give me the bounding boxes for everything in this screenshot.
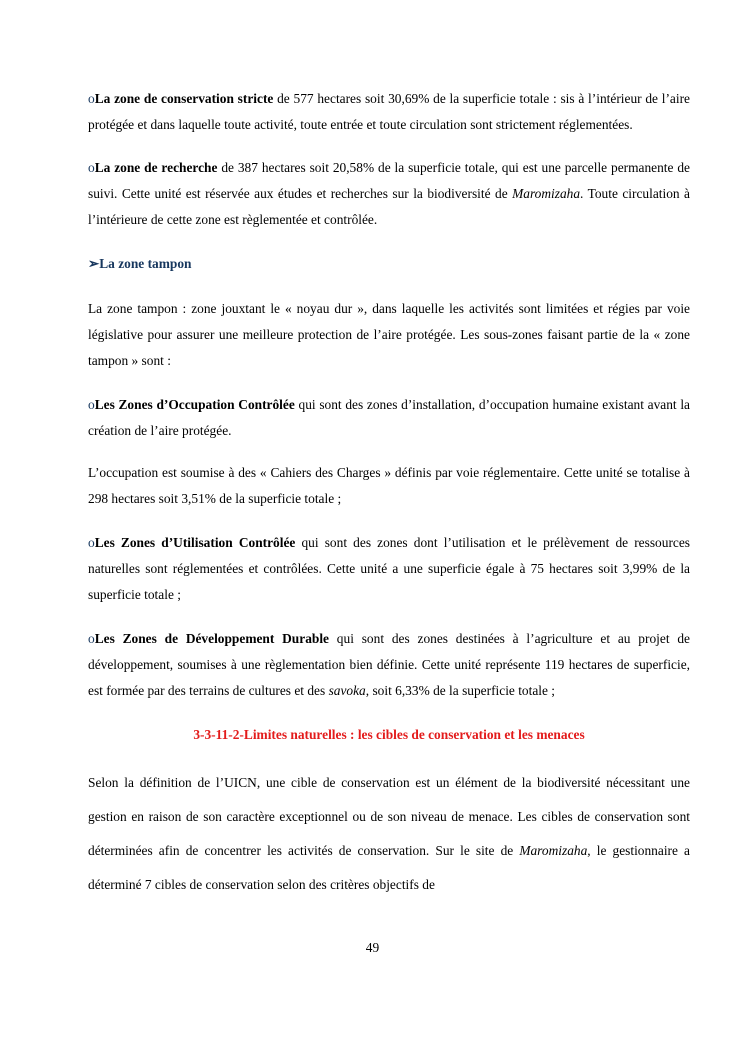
paragraph-zones-developpement bbox=[88, 626, 690, 704]
heading-zone-tampon bbox=[88, 251, 690, 277]
bullet-marker: o bbox=[88, 397, 95, 412]
term-savoka: savoka bbox=[328, 683, 366, 698]
paragraph-cibles-conservation bbox=[88, 766, 690, 902]
paragraph-text: , soit 6,33% de la superficie totale ; bbox=[365, 683, 556, 698]
paragraph-text: qui sont des zones destinées à l’agriculture et au projet de développement, soumises à une règlementation bien définie. Cette unité représente 119 hectares de superficie, est formée par des terrains de cultures et des bbox=[88, 631, 690, 698]
bullet-marker: o bbox=[88, 631, 95, 646]
paragraph-text: Selon la définition de l’UICN, une cible de conservation est un élément de la biodiversité nécessitant une gestion en raison de son caractère exceptionnel ou de son niveau de menace. Les cibles de conservation sont déterminées afin de concentrer les activités de conservation. Sur le site de bbox=[88, 775, 690, 858]
bullet-marker: o bbox=[88, 535, 95, 550]
paragraph-occupation-cahiers bbox=[88, 460, 690, 512]
paragraph-zones-occupation bbox=[88, 392, 690, 444]
heading-label: La zone tampon bbox=[99, 256, 192, 271]
paragraph-zone-tampon-definition bbox=[88, 296, 690, 374]
arrow-bullet-icon: ➢ bbox=[88, 256, 100, 271]
page-number: 49 bbox=[365, 940, 380, 955]
term-conservation-stricte: La zone de conservation stricte bbox=[94, 91, 274, 106]
term-zones-utilisation: Les Zones d’Utilisation Contrôlée bbox=[94, 535, 296, 550]
paragraph-text: de 577 hectares soit 30,69% de la superficie totale : sis à l’intérieur de l’aire protégée et dans laquelle toute activité, toute entrée et toute circulation sont strictement réglementées. bbox=[88, 91, 690, 132]
document-page bbox=[88, 86, 690, 902]
place-name: Maromizaha bbox=[512, 186, 581, 201]
term-zone-recherche: La zone de recherche bbox=[94, 160, 218, 175]
paragraph-conservation-stricte bbox=[88, 86, 690, 138]
term-zones-occupation: Les Zones d’Occupation Contrôlée bbox=[94, 397, 295, 412]
paragraph-text: , le gestionnaire a déterminé 7 cibles de conservation selon des critères objectifs de bbox=[88, 843, 690, 892]
paragraph-text: qui sont des zones dont l’utilisation et le prélèvement de ressources naturelles sont réglementées et contrôlées. Cette unité a une superficie égale à 75 hectares soit 3,99% de la superficie totale ; bbox=[88, 535, 690, 602]
paragraph-zone-recherche bbox=[88, 155, 690, 233]
paragraph-text: La zone tampon : zone jouxtant le « noyau dur », dans laquelle les activités sont limitées et régies par voie législative pour assurer une meilleure protection de l’aire protégée. Les sous-zones faisant partie de la « zone tampon » sont : bbox=[88, 301, 690, 368]
paragraph-zones-utilisation bbox=[88, 530, 690, 608]
bullet-marker: o bbox=[88, 91, 95, 106]
paragraph-text: qui sont des zones d’installation, d’occupation humaine existant avant la création de l’aire protégée. bbox=[88, 397, 691, 438]
paragraph-text: de 387 hectares soit 20,58% de la superficie totale, qui est une parcelle permanente de suivi. Cette unité est réservée aux études et recherches sur la biodiversité de bbox=[88, 160, 690, 201]
place-name: Maromizaha bbox=[519, 843, 588, 858]
section-title: 3-3-11-2-Limites naturelles : les cibles de conservation et les menaces bbox=[193, 727, 585, 742]
paragraph-text: . Toute circulation à l’intérieure de cette zone est règlementée et contrôlée. bbox=[88, 186, 691, 227]
paragraph-text: L’occupation est soumise à des « Cahiers des Charges » définis par voie réglementaire. Cette unité se totalise à 298 hectares soit 3,51% de la superficie totale ; bbox=[88, 465, 690, 506]
term-zones-developpement: Les Zones de Développement Durable bbox=[94, 631, 329, 646]
bullet-marker: o bbox=[88, 160, 95, 175]
